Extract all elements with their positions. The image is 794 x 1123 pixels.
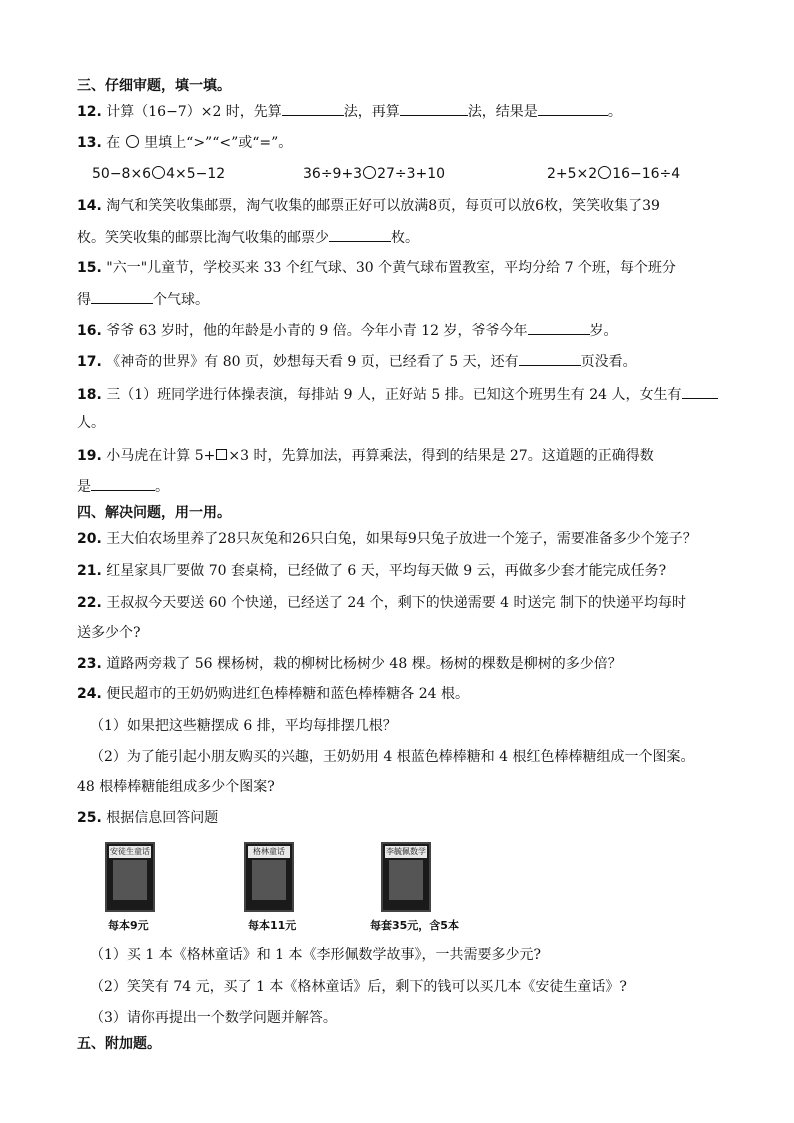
question-25 <box>77 808 218 828</box>
section5-title: 五、附加题。 <box>77 1036 161 1052</box>
q19-blank[interactable] <box>91 476 155 491</box>
expr1-right: 4×5−12 <box>166 166 226 182</box>
book-title-math-stories: 李毓佩数学 <box>386 847 426 856</box>
q14-number: 14. <box>77 198 102 214</box>
expr2-right: 27÷3+10 <box>377 166 446 182</box>
q12-blank-1[interactable] <box>282 101 344 116</box>
book-title-andersen: 安徒生童话 <box>110 847 150 856</box>
book-image-math-stories <box>381 842 431 912</box>
price-caption-math-stories: 每套35元，含5本 <box>370 919 459 932</box>
q18-text-2: 人。 <box>77 415 105 431</box>
q24-number: 24. <box>77 686 102 702</box>
book-cover-art <box>113 860 147 900</box>
q18-number: 18. <box>77 387 102 403</box>
compare-expression-3 <box>547 166 680 182</box>
q20-number: 20. <box>77 531 102 547</box>
question-21 <box>77 561 666 581</box>
price-caption-grimm: 每本11元 <box>248 919 297 932</box>
expr3-right: 16−16÷4 <box>612 166 681 182</box>
q25-sub-1: （1）买 1 本《格林童话》和 1 本《李形佩数学故事》，一共需要多少元? <box>90 947 542 963</box>
book-title-grimm: 格林童话 <box>248 846 290 858</box>
question-23 <box>77 654 622 674</box>
circle-symbol-icon <box>126 135 139 148</box>
q19-text-2b: 。 <box>155 479 169 495</box>
q15-text-2a: 得 <box>77 292 91 308</box>
q16-number: 16. <box>77 323 102 339</box>
question-13 <box>77 133 292 153</box>
q24-text: 便民超市的王奶奶购进红色棒棒糖和蓝色棒棒糖各 24 根。 <box>106 686 469 702</box>
expr2-left: 36÷9+3 <box>303 166 363 182</box>
q24-sub-2: （2）为了能引起小朋友购买的兴趣，王奶奶用 4 根蓝色棒棒糖和 4 根红色棒棒糖组成一个图案。 <box>90 749 695 765</box>
q19-text-2a: 是 <box>77 479 91 495</box>
q18-text-1: 三（1）班同学进行体操表演，每排站 9 人，正好站 5 排。已知这个班男生有 24 人，女生有 <box>106 387 682 403</box>
square-box-icon <box>216 449 227 460</box>
question-17 <box>77 351 637 372</box>
q15-text-1: "六一"儿童节，学校买来 33 个红气球、30 个黄气球布置教室，平均分给 7 个班，每个班分 <box>106 260 676 276</box>
expr1-left: 50−8×6 <box>92 166 152 182</box>
q25-sub-2: （2）笑笑有 74 元，买了 1 本《格林童话》后，剩下的钱可以买几本《安徒生童话》? <box>90 979 627 995</box>
q22-text-2: 送多少个? <box>77 625 141 641</box>
q19-text-1b: ×3 时，先算加法，再算乘法，得到的结果是 27。这道题的正确得数 <box>228 448 654 464</box>
q16-text-a: 爷爷 63 岁时，他的年龄是小青的 9 倍。今年小青 12 岁，爷爷今年 <box>106 323 528 339</box>
q25-sub-3: （3）请你再提出一个数学问题并解答。 <box>90 1010 337 1026</box>
q17-blank[interactable] <box>519 351 581 366</box>
q15-blank[interactable] <box>91 289 153 304</box>
question-14-line-2 <box>77 227 419 248</box>
price-caption-andersen: 每本9元 <box>108 919 149 932</box>
q14-text-1: 淘气和笑笑收集邮票，淘气收集的邮票正好可以放满8页，每页可以放6枚，笑笑收集了39 <box>106 198 660 214</box>
book-image-andersen <box>105 842 155 912</box>
compare-expression-1 <box>92 166 225 182</box>
question-24 <box>77 684 469 704</box>
q16-blank[interactable] <box>528 320 590 335</box>
q12-blank-3[interactable] <box>538 101 608 116</box>
q19-text-1a: 小马虎在计算 5+ <box>106 448 216 464</box>
q14-blank[interactable] <box>329 227 391 242</box>
q21-number: 21. <box>77 563 102 579</box>
question-18-line-2 <box>77 413 105 433</box>
question-14-line-1 <box>77 196 660 216</box>
q22-text-1: 王叔叔今天要送 60 个快递，已经送了 24 个，剩下的快递需要 4 时送完 制下的快递平均每时 <box>106 595 686 611</box>
q20-text: 王大伯农场里养了28只灰兔和26只白兔，如果每9只兔子放进一个笼子，需要准备多少个笼子？ <box>106 531 697 547</box>
question-18-line-1 <box>77 384 718 405</box>
compare-circle-3[interactable] <box>598 166 611 179</box>
q17-text-a: 《神奇的世界》有 80 页，妙想每天看 9 页，已经看了 5 天，还有 <box>106 354 519 370</box>
q13-text-b: 里填上“>”“<”或“=”。 <box>144 135 293 151</box>
q19-number: 19. <box>77 448 102 464</box>
q15-number: 15. <box>77 260 102 276</box>
section3-title: 三、仔细审题，填一填。 <box>77 78 231 94</box>
q17-text-b: 页没看。 <box>580 354 637 370</box>
question-16 <box>77 320 618 341</box>
question-15-line-2 <box>77 289 209 310</box>
question-22-line-1 <box>77 593 686 613</box>
q12-text-c: 法，结果是 <box>467 104 538 120</box>
question-19-line-2 <box>77 476 169 497</box>
q13-number: 13. <box>77 135 102 151</box>
q16-text-b: 岁。 <box>589 323 618 339</box>
q18-blank[interactable] <box>682 384 718 399</box>
q14-text-2b: 枚。 <box>391 230 419 246</box>
q17-number: 17. <box>77 354 102 370</box>
expr3-left: 2+5×2 <box>547 166 598 182</box>
q22-number: 22. <box>77 595 102 611</box>
compare-circle-2[interactable] <box>363 166 376 179</box>
q25-text: 根据信息回答问题 <box>106 810 219 826</box>
book-cover-art <box>252 860 286 900</box>
q12-text-b: 法，再算 <box>343 104 400 120</box>
q12-text-d: 。 <box>607 104 622 120</box>
question-15-line-1 <box>77 258 676 278</box>
book-cover-art <box>389 860 423 900</box>
compare-circle-1[interactable] <box>152 166 165 179</box>
question-20 <box>77 529 697 549</box>
q15-text-2b: 个气球。 <box>153 292 209 308</box>
q25-number: 25. <box>77 810 102 826</box>
question-12 <box>77 101 622 122</box>
question-22-line-2 <box>77 623 141 643</box>
q24-sub-2b: 48 根棒棒糖能组成多少个图案? <box>77 779 275 795</box>
q12-number: 12. <box>77 104 102 120</box>
q24-sub-1: （1）如果把这些糖摆成 6 排，平均每排摆几根？ <box>90 718 397 734</box>
q14-text-2a: 枚。笑笑收集的邮票比淘气收集的邮票少 <box>77 230 329 246</box>
question-19-line-1 <box>77 446 654 466</box>
compare-expression-2 <box>303 166 445 182</box>
q13-text-a: 在 <box>106 135 121 151</box>
book-image-grimm <box>244 842 294 912</box>
section4-title: 四、解决问题，用一用。 <box>77 505 231 521</box>
q21-text: 红星家具厂要做 70 套桌椅，已经做了 6 天，平均每天做 9 云，再做多少套才能完成任务? <box>106 563 667 579</box>
q12-blank-2[interactable] <box>400 101 468 116</box>
q12-text-a: 计算（16−7）×2 时，先算 <box>106 104 282 120</box>
q23-number: 23. <box>77 656 102 672</box>
q23-text: 道路两旁栽了 56 棵杨树，栽的柳树比杨树少 48 棵。杨树的棵数是柳树的多少倍？ <box>106 656 622 672</box>
